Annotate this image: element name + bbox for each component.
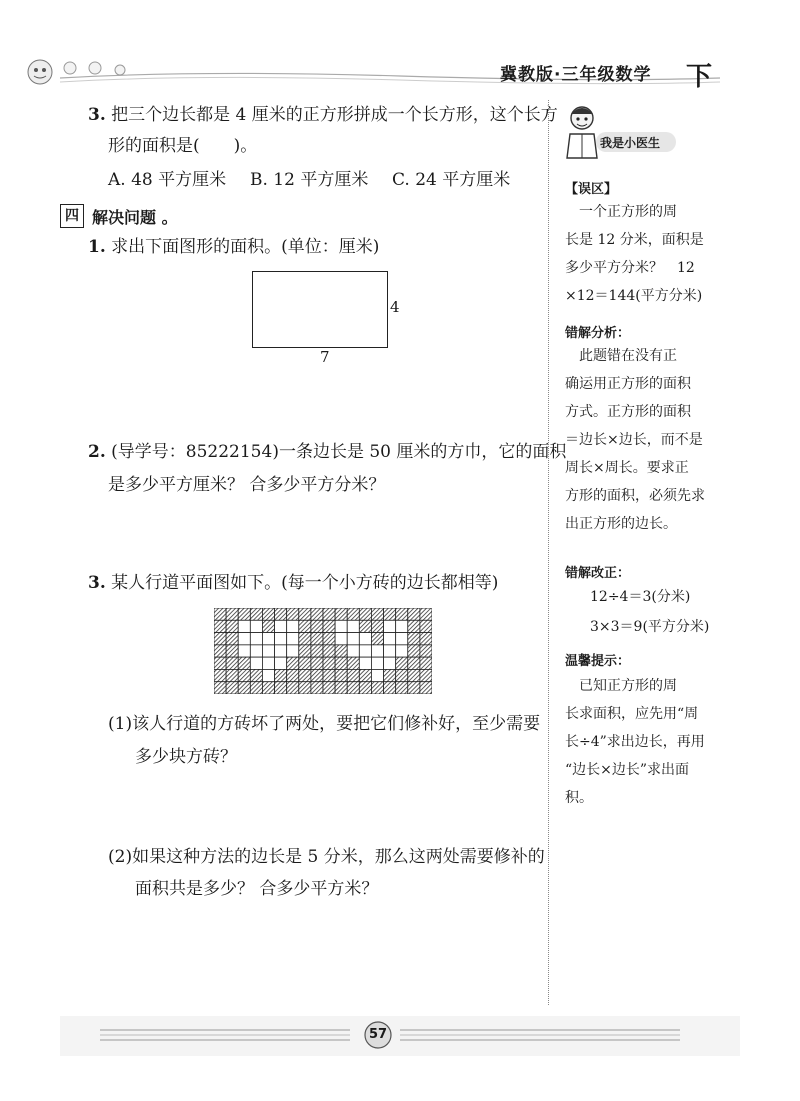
tile [287,608,299,620]
tile [311,682,323,694]
missing-tile [262,633,274,645]
tile [226,608,238,620]
tile [408,657,420,669]
wrong-area-line: 长是 12 分米，面积是 [565,232,704,248]
missing-tile [238,620,250,632]
p3-sub1-line2: 多少块方砖？ [135,747,237,767]
q3-line1 [88,100,558,130]
p1-height-label: 4 [390,298,400,316]
tile [226,669,238,681]
wrong-area-line: ×12＝144(平方分米) [565,288,703,304]
tile [311,633,323,645]
tile [299,669,311,681]
tile [323,608,335,620]
column-divider [548,100,549,1005]
missing-tile [250,620,262,632]
analysis-line: 此题错在没有正 [565,348,677,364]
tile [226,620,238,632]
p3-sub1-line1: (1)该人行道的方砖坏了两处，要把它们修补好，至少需要 [108,714,541,734]
tip-line: 积。 [565,790,593,806]
tile [396,657,408,669]
header-title: 冀教版·三年级数学 [500,65,652,85]
section-badge: 四 [60,204,84,228]
tile [250,608,262,620]
tile [323,669,335,681]
tile [408,682,420,694]
tile [238,682,250,694]
tile [262,608,274,620]
p3-text: 某人行道平面图如下。(每一个小方砖的边长都相等) [111,573,499,593]
tile [287,682,299,694]
tile [226,645,238,657]
tip-line: “边长×边长”求出面 [565,762,690,778]
sidewalk-tile-grid [214,608,432,694]
tile [226,657,238,669]
p1-rectangle [252,271,388,348]
tile [275,669,287,681]
p1-number: 1. [88,237,106,257]
header-logo-icon [28,60,125,84]
missing-tile [287,645,299,657]
q3-text-line1: 把三个边长都是 4 厘米的正方形拼成一个长方形，这个长方 [111,105,558,125]
wrong-area-line: 一个正方形的周 [565,204,677,220]
q3-line2: 形的面积是( )。 [108,136,258,156]
tile [238,669,250,681]
tile [323,682,335,694]
correction-line: 3×3＝9(平方分米) [590,619,710,635]
analysis-line: 确运用正方形的面积 [565,376,691,392]
tile [347,657,359,669]
tile [299,620,311,632]
tile [359,682,371,694]
p2-line1 [88,437,566,467]
tile [311,620,323,632]
missing-tile [384,633,396,645]
tile [335,657,347,669]
q3-option-b: B. 12 平方厘米 [250,170,369,190]
tile [323,633,335,645]
tile [226,633,238,645]
missing-tile [250,633,262,645]
tile [384,669,396,681]
missing-tile [262,669,274,681]
correction-text [590,582,709,642]
missing-tile [287,633,299,645]
analysis-text [565,342,705,538]
tip-line: 已知正方形的周 [565,678,677,694]
tile [371,633,383,645]
tile [408,620,420,632]
tile [311,657,323,669]
tile [214,682,226,694]
missing-tile [262,657,274,669]
missing-tile [359,645,371,657]
tile [396,669,408,681]
missing-tile [275,620,287,632]
tile [396,682,408,694]
page-number: 57 [368,1027,388,1042]
tile [408,633,420,645]
tip-heading: 温馨提示： [565,654,631,669]
tile [299,608,311,620]
correction-line: 12÷4＝3(分米) [590,589,691,605]
missing-tile [347,633,359,645]
tile [238,657,250,669]
missing-tile [335,620,347,632]
tile [299,645,311,657]
tile [420,608,432,620]
tile [359,608,371,620]
tile [371,682,383,694]
p3-line [88,568,498,598]
tile [347,608,359,620]
tile [420,669,432,681]
header-volume: 下 [686,62,713,92]
missing-tile [275,645,287,657]
tile [408,669,420,681]
missing-tile [396,633,408,645]
missing-tile [396,645,408,657]
analysis-line: 周长×周长。要求正 [565,460,689,476]
missing-tile [384,620,396,632]
missing-tile [238,633,250,645]
missing-tile [371,657,383,669]
missing-tile [359,657,371,669]
missing-tile [262,645,274,657]
p2-text-line1: (导学号：85222154)一条边长是 50 厘米的方巾，它的面积 [111,442,567,462]
tile [287,669,299,681]
wrong-area-line: 多少平方分米？ 12 [565,260,695,276]
tile [311,645,323,657]
missing-tile [335,633,347,645]
tile [335,682,347,694]
p2-line2: 是多少平方厘米？ 合多少平方分米？ [108,475,386,495]
analysis-heading: 错解分析： [565,326,631,341]
tile [262,620,274,632]
tile [335,608,347,620]
tile [384,682,396,694]
tile [214,645,226,657]
tile [420,620,432,632]
tile [299,682,311,694]
wrong-area-heading: 【误区】 [565,182,618,197]
tile [275,682,287,694]
tile [323,645,335,657]
header-band [0,58,800,94]
tile [323,620,335,632]
tile [396,608,408,620]
missing-tile [287,620,299,632]
missing-tile [396,620,408,632]
tile [420,682,432,694]
tile [214,657,226,669]
missing-tile [347,620,359,632]
p1-width-label: 7 [320,348,330,366]
q3-number: 3. [88,105,106,125]
analysis-line: ＝边长×边长，而不是 [565,432,703,448]
tile [408,645,420,657]
tip-text [565,672,705,812]
tile [347,669,359,681]
tile [299,657,311,669]
sidebar-banner-text: 我是小医生 [600,136,661,150]
wrong-area-text [565,198,704,310]
q3-option-a: A. 48 平方厘米 [108,170,227,190]
tile [214,669,226,681]
tile [371,620,383,632]
tile [323,657,335,669]
missing-tile [384,657,396,669]
missing-tile [250,657,262,669]
analysis-line: 方形的面积，必须先求 [565,488,705,504]
tip-line: 长求面积，应先用“周 [565,706,699,722]
missing-tile [275,633,287,645]
tile [359,620,371,632]
tile [420,657,432,669]
tile [250,682,262,694]
tile [384,608,396,620]
doctor-mascot-icon [562,104,602,160]
missing-tile [371,645,383,657]
tile [238,608,250,620]
section-title: 解决问题 。 [92,208,178,227]
tile [214,633,226,645]
correction-heading: 错解改正： [565,566,631,581]
p3-sub2-line2: 面积共是多少？ 合多少平方米？ [135,879,379,899]
missing-tile [371,669,383,681]
missing-tile [359,633,371,645]
p1-text: 求出下面图形的面积。(单位：厘米) [111,237,380,257]
missing-tile [347,645,359,657]
tile [335,669,347,681]
tile [299,633,311,645]
tile [359,669,371,681]
p3-sub2-line1: (2)如果这种方法的边长是 5 分米，那么这两处需要修补的 [108,847,545,867]
tile [311,669,323,681]
tile [262,682,274,694]
tile [408,608,420,620]
p3-number: 3. [88,573,106,593]
tile [214,608,226,620]
missing-tile [238,645,250,657]
missing-tile [275,657,287,669]
tile [335,645,347,657]
missing-tile [384,645,396,657]
analysis-line: 方式。正方形的面积 [565,404,691,420]
tile [347,682,359,694]
q3-option-c: C. 24 平方厘米 [392,170,511,190]
tile [275,608,287,620]
tile [420,645,432,657]
analysis-line: 出正方形的边长。 [565,516,677,532]
tile [287,657,299,669]
tile [214,620,226,632]
footer-rule [60,1016,740,1056]
tile [250,669,262,681]
missing-tile [250,645,262,657]
tile [311,608,323,620]
tip-line: 长÷4”求出边长，再用 [565,734,705,750]
tile [371,608,383,620]
tile [226,682,238,694]
p1-line [88,232,379,262]
tile [420,633,432,645]
p2-number: 2. [88,442,106,462]
